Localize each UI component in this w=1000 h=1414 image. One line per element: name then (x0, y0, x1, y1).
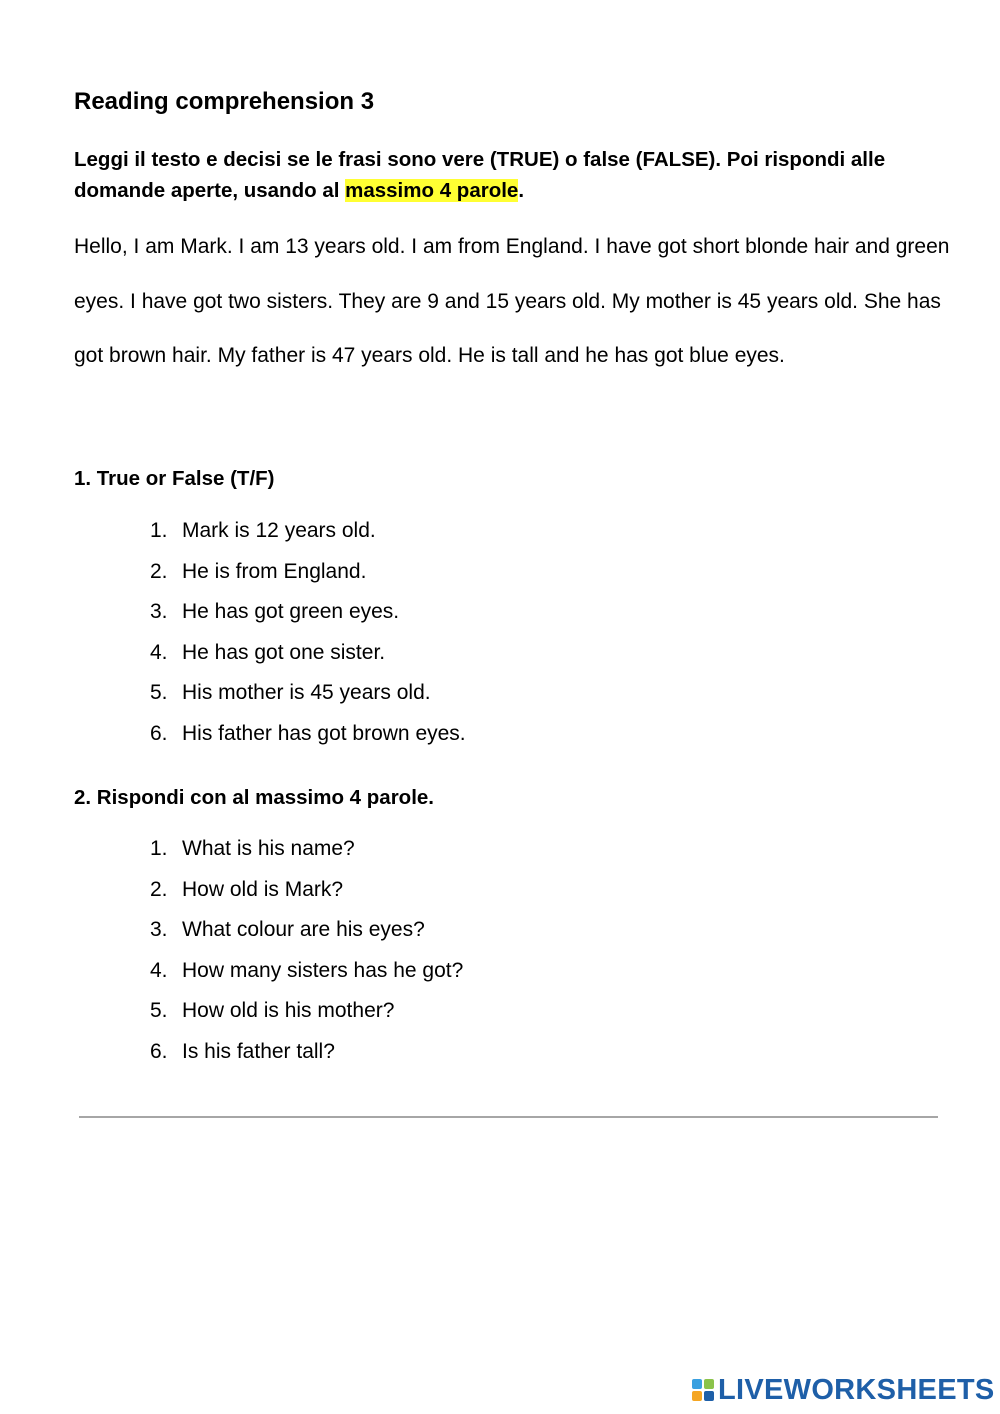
liveworksheets-brand[interactable] (692, 1372, 995, 1408)
item-number: 1. (150, 519, 168, 542)
divider (79, 1116, 938, 1118)
true-false-item (150, 633, 466, 674)
logo-tile (692, 1391, 702, 1401)
open-question-item (150, 829, 463, 870)
instructions (74, 144, 954, 206)
true-false-item (150, 714, 466, 755)
item-number: 2. (150, 877, 168, 901)
reading-passage: Hello, I am Mark. I am 13 years old. I am from England. I have got short blonde hair and green eyes. I have got two sisters. They are 9 and 15 years old. My mother is 45 years old. She has got brown hair. My father is 47 years old. He is tall and he has got blue eyes. (74, 235, 950, 367)
item-number: 6. (150, 1039, 168, 1063)
open-questions-heading: 2. Rispondi con al massimo 4 parole. (74, 786, 434, 809)
open-questions-list (150, 829, 463, 1072)
logo-tile (692, 1379, 702, 1389)
item-text: His father has got brown eyes. (182, 721, 466, 745)
true-false-item (150, 552, 466, 593)
open-question-item (150, 910, 463, 951)
item-text: Is his father tall? (182, 1039, 335, 1063)
open-question-item (150, 991, 463, 1032)
instructions-highlight: massimo 4 parole (345, 179, 519, 202)
open-question-item (150, 1032, 463, 1073)
item-number: 3. (150, 600, 168, 623)
item-text: He is from England. (182, 559, 367, 583)
true-false-item (150, 592, 466, 633)
page-title: Reading comprehension 3 (74, 88, 375, 115)
item-text: How many sisters has he got? (182, 958, 464, 982)
item-number: 2. (150, 559, 168, 583)
open-question-item (150, 951, 463, 992)
item-number: 6. (150, 721, 168, 745)
instructions-end: . (518, 179, 525, 202)
instructions-text: Leggi il testo e decisi se le frasi sono vere (TRUE) o false (FALSE). Poi rispondi alle domande aperte, usando al (74, 148, 886, 202)
true-false-item (150, 511, 466, 552)
item-number: 4. (150, 958, 168, 982)
item-text: What colour are his eyes? (182, 918, 425, 941)
item-text: How old is his mother? (182, 999, 395, 1022)
item-text: His mother is 45 years old. (182, 681, 431, 704)
item-text: What is his name? (182, 837, 355, 860)
open-question-item (150, 870, 463, 911)
item-number: 3. (150, 918, 168, 941)
item-text: He has got green eyes. (182, 600, 400, 623)
logo-tile (704, 1379, 714, 1389)
item-text: How old is Mark? (182, 877, 344, 901)
item-number: 1. (150, 837, 168, 860)
brand-name: LIVEWORKSHEETS (718, 1373, 995, 1406)
logo-tile (704, 1391, 714, 1401)
true-false-list (150, 511, 466, 754)
item-number: 4. (150, 640, 168, 664)
liveworksheets-logo-icon (692, 1379, 714, 1401)
item-text: He has got one sister. (182, 640, 386, 664)
item-text: Mark is 12 years old. (182, 519, 376, 542)
true-false-heading: 1. True or False (T/F) (74, 467, 275, 490)
true-false-item (150, 673, 466, 714)
item-number: 5. (150, 681, 168, 704)
item-number: 5. (150, 999, 168, 1022)
